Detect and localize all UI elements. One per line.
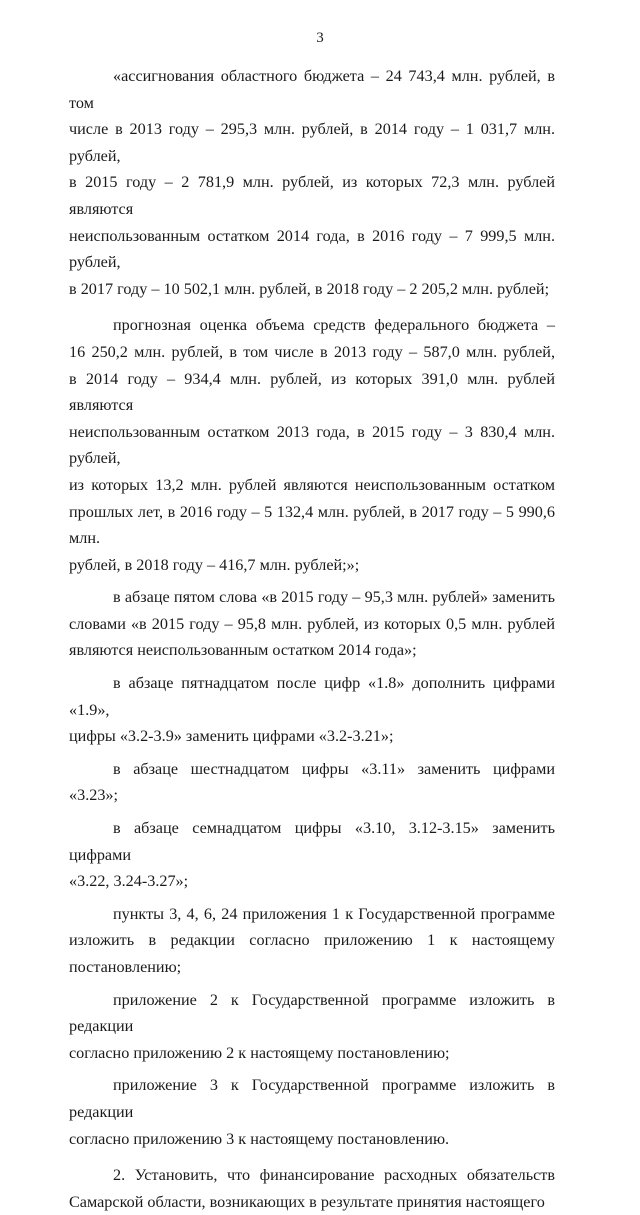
paragraph	[69, 815, 555, 895]
paragraph	[69, 670, 555, 750]
paragraph-line: из которых 13,2 млн. рублей являются неиспользованным остатком	[69, 475, 555, 494]
paragraph-line: «3.22, 3.24-3.27»;	[69, 872, 189, 891]
paragraph-line: Самарской области, возникающих в результате принятия настоящего	[69, 1192, 545, 1211]
paragraph-line: словами «в 2015 году – 95,8 млн. рублей, из которых 0,5 млн. рублей	[69, 614, 555, 633]
paragraph-line: в абзаце шестнадцатом цифры «3.11» заменить цифрами	[113, 759, 555, 778]
paragraph-line: неиспользованным остатком 2014 года, в 2016 году – 7 999,5 млн. рублей,	[69, 226, 555, 272]
paragraph	[69, 756, 555, 809]
paragraph-line: изложить в редакции согласно приложению 1 к настоящему	[69, 931, 555, 950]
paragraph-line: пункты 3, 4, 6, 24 приложения 1 к Государственной программе	[113, 904, 555, 923]
paragraph-line: прогнозная оценка объема средств федерального бюджета –	[113, 316, 555, 335]
document-body	[69, 63, 555, 1215]
paragraph-line: неиспользованным остатком 2013 года, в 2015 году – 3 830,4 млн. рублей,	[69, 422, 555, 468]
paragraph	[69, 1162, 555, 1215]
paragraph-line: приложение 3 к Государственной программе изложить в редакции	[69, 1076, 555, 1121]
paragraph-line: в 2015 году – 2 781,9 млн. рублей, из которых 72,3 млн. рублей являются	[69, 173, 555, 218]
paragraph-line: в 2014 году – 934,4 млн. рублей, из которых 391,0 млн. рублей являются	[69, 369, 555, 415]
paragraph-line: прошлых лет, в 2016 году – 5 132,4 млн. рублей, в 2017 году – 5 990,6 млн.	[69, 502, 555, 548]
paragraph-line: являются неиспользованным остатком 2014 года»;	[69, 641, 417, 660]
page-number: 3	[316, 30, 324, 46]
paragraph-line: 2. Установить, что финансирование расходных обязательств	[113, 1166, 555, 1185]
paragraph-line: «3.23»;	[69, 786, 119, 805]
paragraph-line: цифры «3.2-3.9» заменить цифрами «3.2-3.21»;	[69, 727, 394, 746]
paragraph	[69, 584, 555, 664]
paragraph	[69, 63, 555, 302]
paragraph-line: в абзаце пятом слова «в 2015 году – 95,3 млн. рублей» заменить	[113, 588, 555, 607]
paragraph	[69, 987, 555, 1067]
paragraph-line: рублей, в 2018 году – 416,7 млн. рублей;»;	[69, 555, 360, 574]
paragraph-line: согласно приложению 3 к настоящему постановлению.	[69, 1129, 450, 1148]
paragraph-line: в абзаце пятнадцатом после цифр «1.8» дополнить цифрами «1.9»,	[69, 674, 555, 719]
paragraph-line: в абзаце семнадцатом цифры «3.10, 3.12-3.15» заменить цифрами	[69, 819, 555, 864]
paragraph	[69, 312, 555, 578]
paragraph-line: приложение 2 к Государственной программе изложить в редакции	[69, 990, 555, 1036]
paragraph-line: 16 250,2 млн. рублей, в том числе в 2013 году – 587,0 млн. рублей,	[69, 342, 555, 361]
paragraph	[69, 1072, 555, 1152]
paragraph-line: в 2017 году – 10 502,1 млн. рублей, в 2018 году – 2 205,2 млн. рублей;	[69, 279, 550, 298]
paragraph	[69, 901, 555, 981]
paragraph-line: согласно приложению 2 к настоящему постановлению;	[69, 1043, 450, 1062]
paragraph-line: числе в 2013 году – 295,3 млн. рублей, в 2014 году – 1 031,7 млн. рублей,	[69, 120, 555, 165]
paragraph-line: постановлению;	[69, 958, 182, 976]
paragraph-line: «ассигнования областного бюджета – 24 743,4 млн. рублей, в том	[69, 67, 555, 112]
